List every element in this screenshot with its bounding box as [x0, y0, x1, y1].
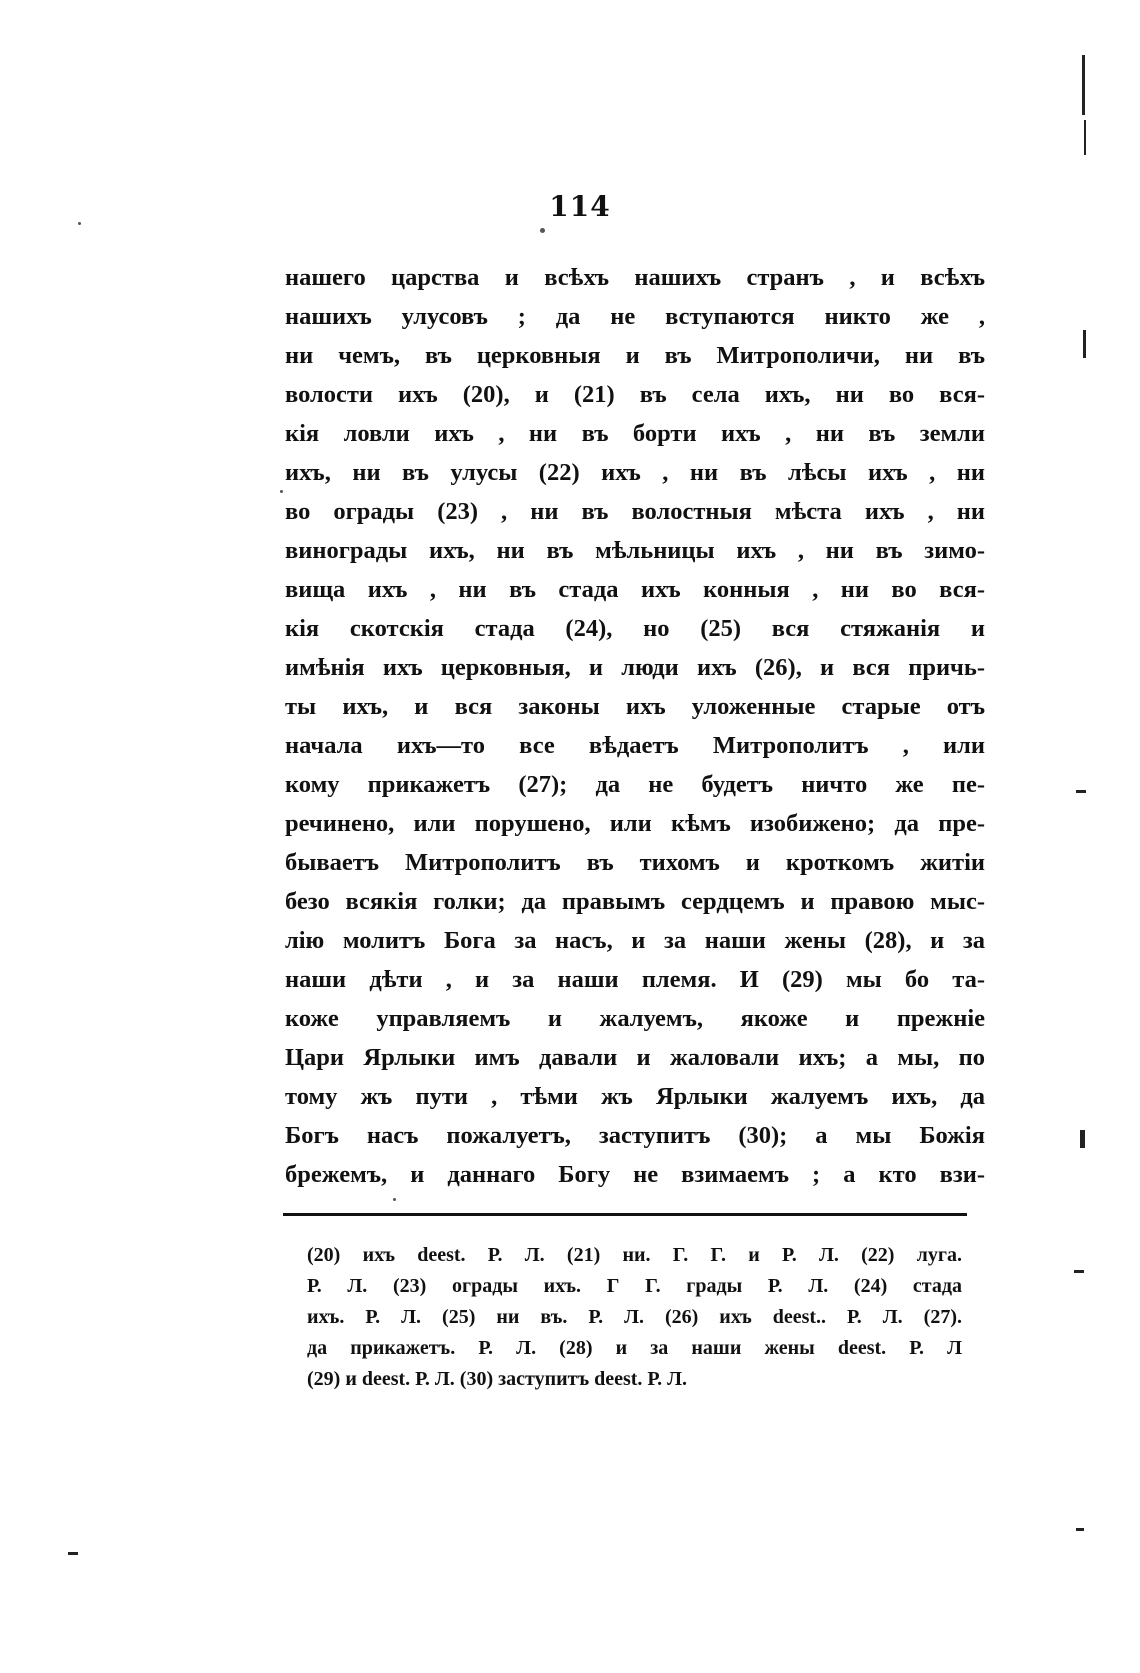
text-line: начала ихъ—то все вѣдаетъ Митрополитъ , или	[285, 732, 985, 759]
text-line: безо всякія голки; да правымъ сердцемъ и правою мыс-	[285, 888, 985, 915]
text-line: кія ловли ихъ , ни въ борти ихъ , ни въ земли	[285, 420, 985, 447]
text-line: речинено, или порушено, или кѣмъ изобижено; да пре-	[285, 810, 985, 837]
text-line: вища ихъ , ни въ стада ихъ конныя , ни во вся-	[285, 576, 985, 603]
text-line: имѣнія ихъ церковныя, и люди ихъ (26), и вся причь-	[285, 654, 985, 681]
text-line: кому прикажетъ (27); да не будетъ ничто же пе-	[285, 771, 985, 798]
scan-speck	[540, 228, 545, 233]
text-line: ни чемъ, въ церковныя и въ Митрополичи, ни въ	[285, 342, 985, 369]
footnote-line: да прикажетъ. Р. Л. (28) и за наши жены deest. Р. Л	[307, 1337, 962, 1359]
scan-edge-mark	[1084, 120, 1086, 155]
text-line: во ограды (23) , ни въ волостныя мѣста ихъ , ни	[285, 498, 985, 525]
scan-edge-mark	[1083, 330, 1086, 358]
text-line: ихъ, ни въ улусы (22) ихъ , ни въ лѣсы ихъ , ни	[285, 459, 985, 486]
text-line: Цари Ярлыки имъ давали и жаловали ихъ; а мы, по	[285, 1044, 985, 1071]
scan-edge-mark	[1076, 790, 1086, 793]
footnote-line: (29) и deest. Р. Л. (30) заступитъ deest. Р. Л.	[307, 1368, 688, 1390]
main-text	[285, 258, 985, 1194]
text-line: Богъ насъ пожалуетъ, заступитъ (30); а мы Божія	[285, 1122, 985, 1149]
scan-edge-mark	[1076, 1528, 1084, 1531]
scan-edge-mark	[1074, 1270, 1084, 1273]
scan-speck	[78, 222, 81, 225]
text-line: волости ихъ (20), и (21) въ села ихъ, ни во вся-	[285, 381, 985, 408]
text-line: брежемъ, и даннаго Богу не взимаемъ ; а кто взи-	[285, 1161, 985, 1188]
text-line: наши дѣти , и за наши племя. И (29) мы бо та-	[285, 966, 985, 993]
scan-speck	[280, 490, 283, 493]
footnote-line: ихъ. Р. Л. (25) ни въ. Р. Л. (26) ихъ deest.. Р. Л. (27).	[307, 1306, 962, 1328]
text-line: нашихъ улусовъ ; да не вступаются никто же ,	[285, 303, 985, 330]
text-line: тому жъ пути , тѣми жъ Ярлыки жалуемъ ихъ, да	[285, 1083, 985, 1110]
page-number: 114	[549, 190, 611, 223]
footnote-divider	[283, 1213, 967, 1216]
scan-edge-mark	[1082, 55, 1085, 115]
text-line: кія скотскія стада (24), но (25) вся стяжанія и	[285, 615, 985, 642]
footnote-line: Р. Л. (23) ограды ихъ. Г Г. грады Р. Л. (24) стада	[307, 1275, 962, 1297]
text-line: бываетъ Митрополитъ въ тихомъ и кроткомъ житіи	[285, 849, 985, 876]
scan-edge-mark	[1080, 1130, 1085, 1148]
scan-speck	[393, 1198, 396, 1201]
scan-edge-mark	[68, 1552, 78, 1555]
text-line: ты ихъ, и вся законы ихъ уложенные старые отъ	[285, 693, 985, 720]
footnotes	[307, 1240, 962, 1395]
text-line: коже управляемъ и жалуемъ, якоже и прежніе	[285, 1005, 985, 1032]
text-line: винограды ихъ, ни въ мѣльницы ихъ , ни въ зимо-	[285, 537, 985, 564]
text-line: лію молитъ Бога за насъ, и за наши жены (28), и за	[285, 927, 985, 954]
text-line: нашего царства и всѣхъ нашихъ странъ , и всѣхъ	[285, 264, 985, 291]
footnote-line: (20) ихъ deest. Р. Л. (21) ни. Г. Г. и Р. Л. (22) луга.	[307, 1244, 962, 1266]
